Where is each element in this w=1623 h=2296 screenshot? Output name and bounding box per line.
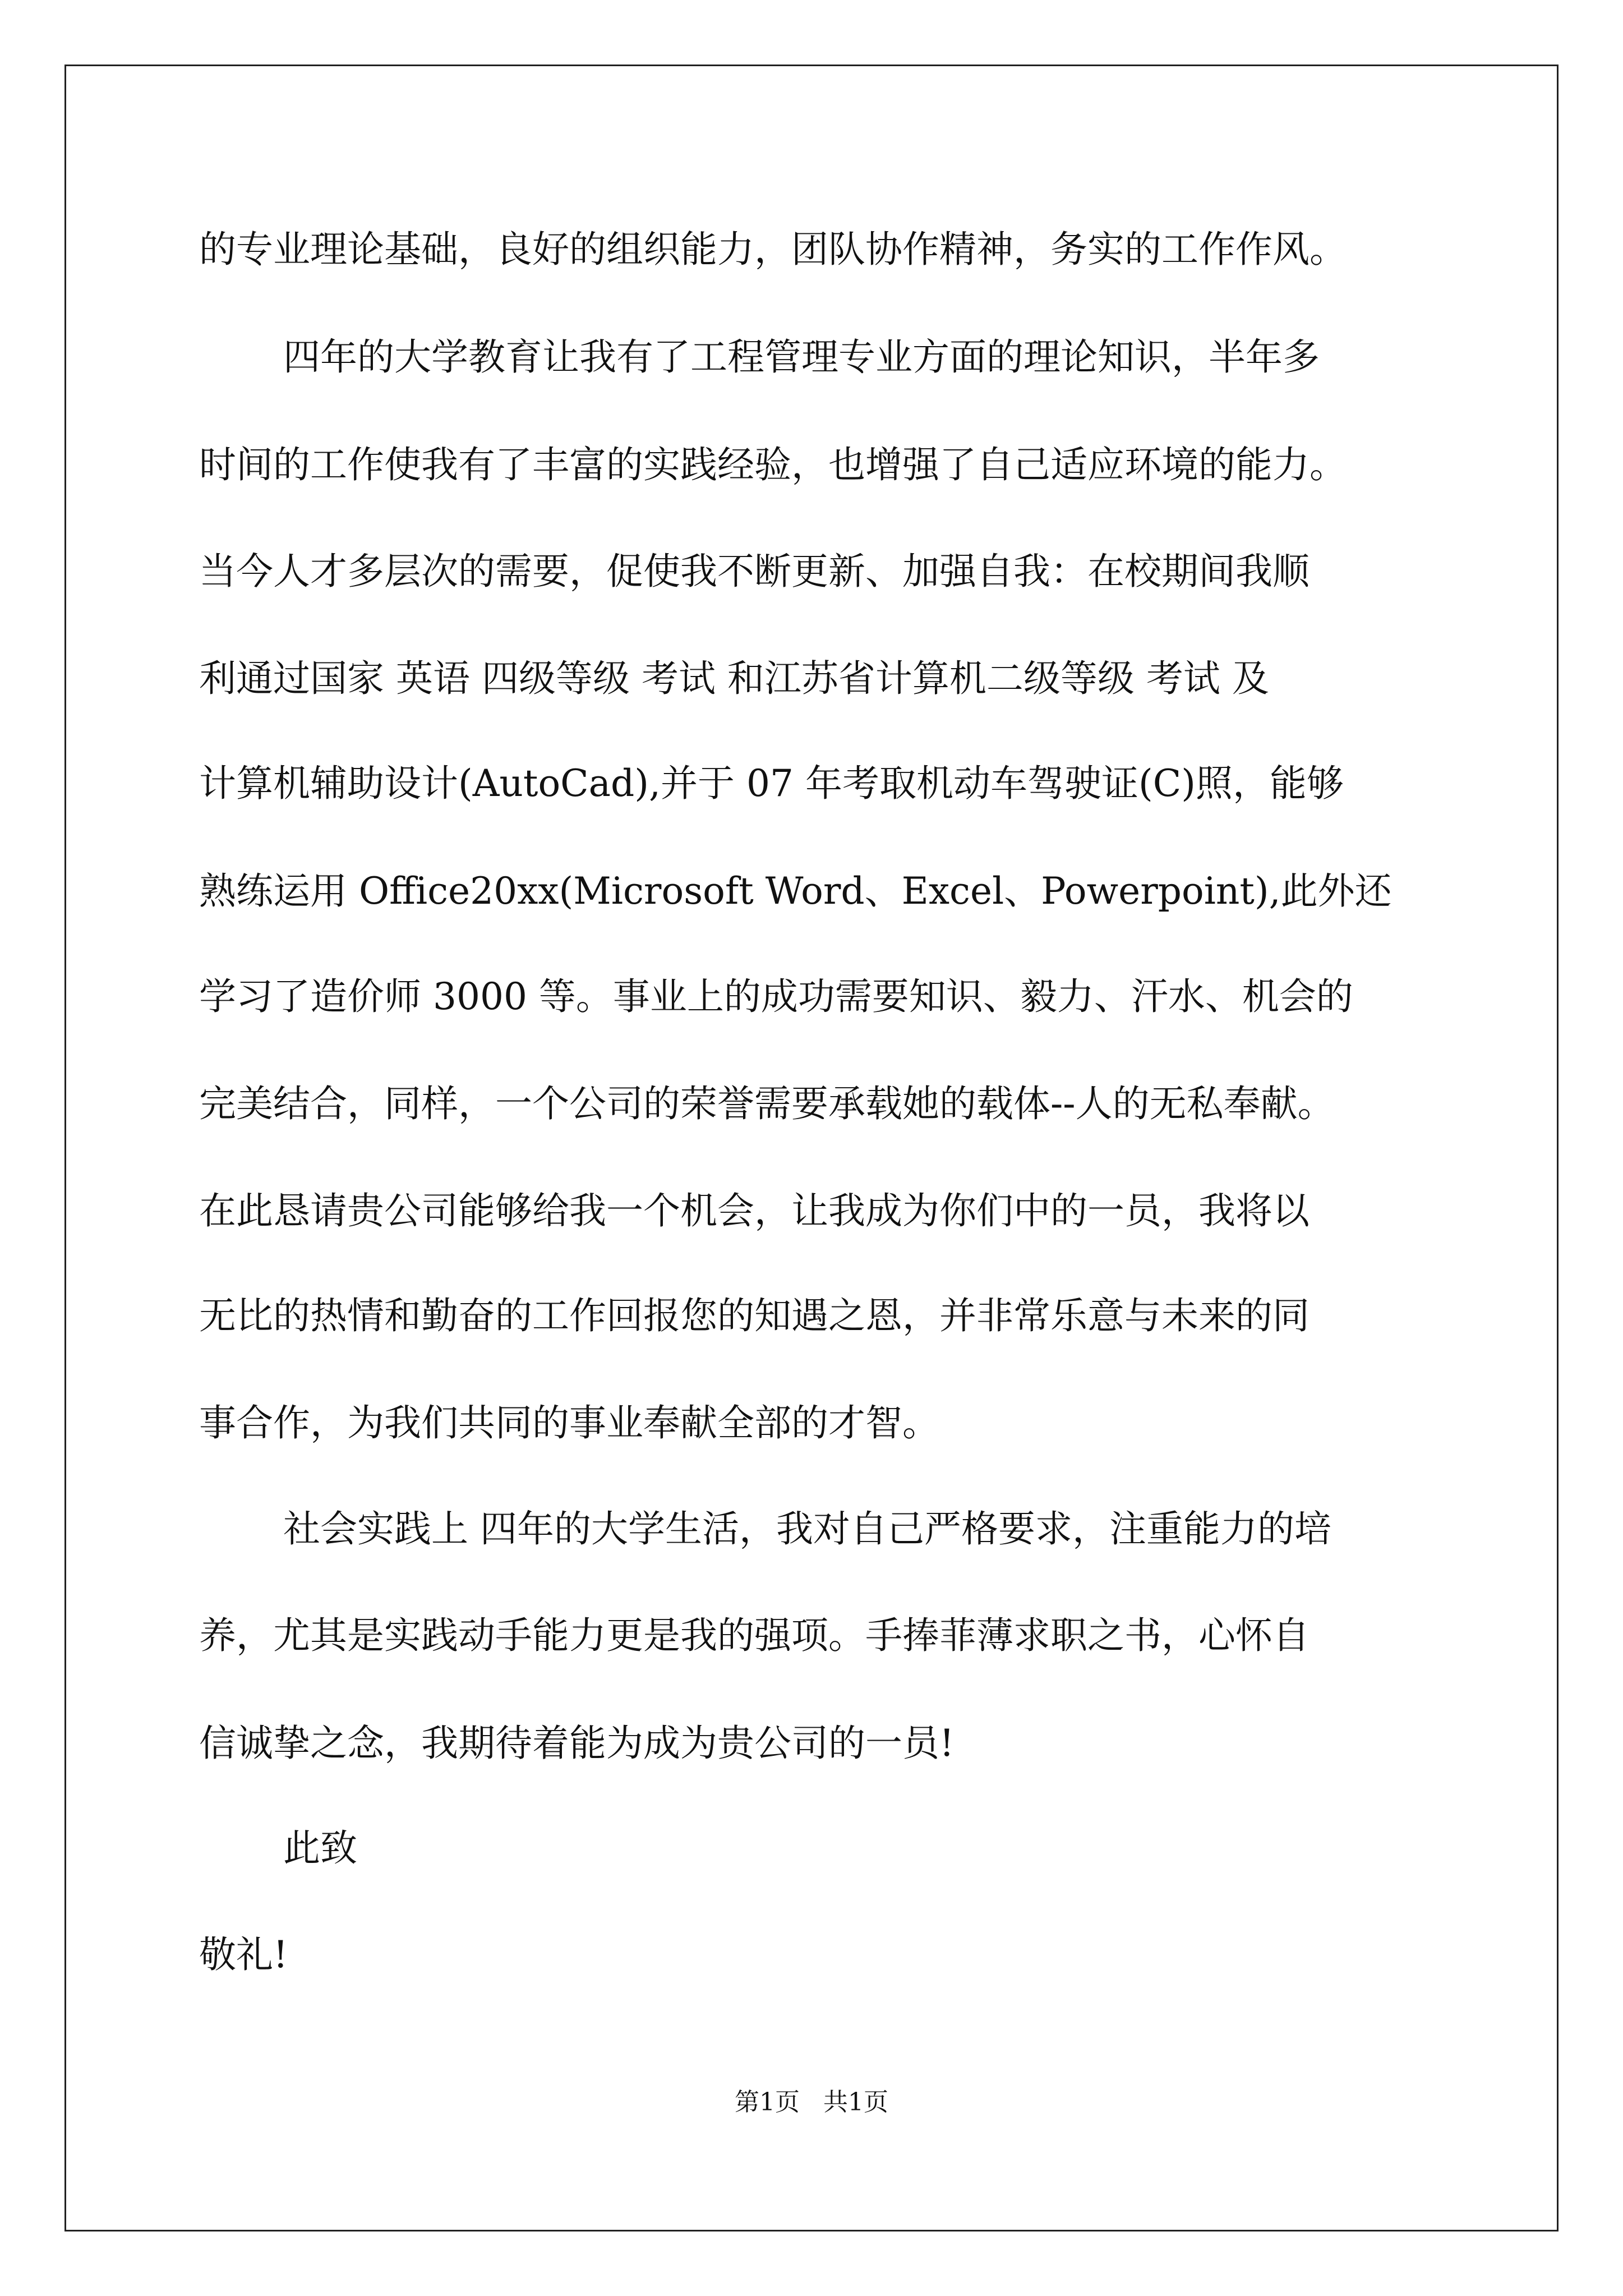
closing-regards: 敬礼!: [199, 1933, 288, 1976]
page-number-footer: 第1页 共1页: [735, 2088, 888, 2116]
text-line-12: 事合作，为我们共同的事业奉献全部的才智。: [199, 1401, 939, 1444]
page-border: [64, 65, 1559, 2231]
text-line-9: 完美结合，同样，一个公司的荣誉需要承载她的载体--人的无私奉献。: [199, 1082, 1335, 1125]
text-line-14: 养，尤其是实践动手能力更是我的强项。手捧菲薄求职之书，心怀自: [199, 1614, 1310, 1657]
text-line-10: 在此恳请贵公司能够给我一个机会，让我成为你们中的一员，我将以: [199, 1189, 1310, 1232]
text-line-3: 时间的工作使我有了丰富的实践经验，也增强了自己适应环境的能力。: [199, 443, 1347, 486]
text-line-13: 社会实践上 四年的大学生活，我对自己严格要求，注重能力的培: [283, 1507, 1331, 1550]
text-line-11: 无比的热情和勤奋的工作回报您的知遇之恩，并非常乐意与未来的同: [199, 1294, 1310, 1337]
text-line-8: 学习了造价师 3000 等。事业上的成功需要知识、毅力、汗水、机会的: [199, 975, 1353, 1018]
text-line-6: 计算机辅助设计(AutoCad),并于 07 年考取机动车驾驶证(C)照，能够: [199, 762, 1344, 805]
text-line-4: 当今人才多层次的需要，促使我不断更新、加强自我：在校期间我顺: [199, 550, 1310, 593]
text-line-1: 的专业理论基础，良好的组织能力，团队协作精神，务实的工作作风。: [199, 228, 1347, 271]
text-line-2: 四年的大学教育让我有了工程管理专业方面的理论知识，半年多: [283, 335, 1320, 379]
text-line-15: 信诚挚之念，我期待着能为成为贵公司的一员!: [199, 1722, 955, 1765]
closing-salutation: 此致: [283, 1826, 357, 1870]
text-line-5: 利通过国家 英语 四级等级 考试 和江苏省计算机二级等级 考试 及: [199, 657, 1269, 700]
text-line-7: 熟练运用 Office20xx(Microsoft Word、Excel、Powerpoint),此外还: [199, 869, 1392, 913]
